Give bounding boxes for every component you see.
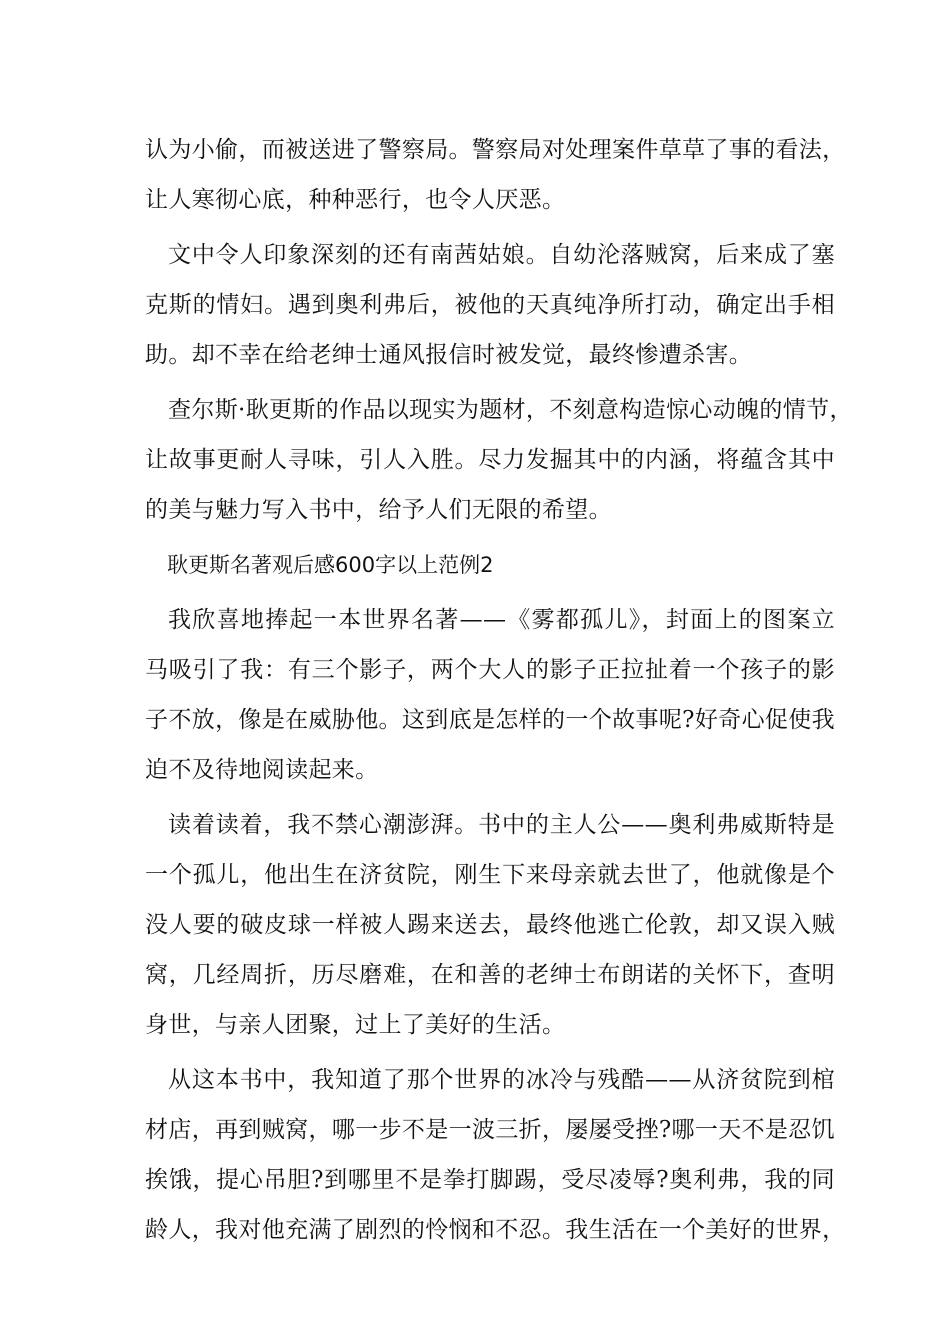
document-body — [145, 125, 853, 1255]
text-line: 马吸引了我：有三个影子，两个大人的影子正拉扯着一个孩子的影 — [145, 657, 835, 683]
text-line: 龄人，我对他充满了剧烈的怜悯和不忍。我生活在一个美好的世界， — [145, 1217, 846, 1243]
paragraph — [145, 125, 846, 225]
text-line: 查尔斯·耿更斯的作品以现实为题材，不刻意构造惊心动魄的情节， — [168, 397, 853, 423]
text-line: 克斯的情妇。遇到奥利弗后，被他的天真纯净所打动，确定出手相 — [145, 292, 835, 318]
heading-text: 耿更斯名著观后感600字以上范例2 — [167, 553, 494, 577]
section-heading — [145, 540, 835, 590]
text-line: 从这本书中，我知道了那个世界的冰冷与残酷——从济贫院到棺 — [168, 1067, 835, 1093]
text-line: 一个孤儿，他出生在济贫院，刚生下来母亲就去世了，他就像是个 — [145, 862, 835, 888]
paragraph — [145, 230, 835, 380]
paragraph — [145, 385, 853, 535]
text-line: 文中令人印象深刻的还有南茜姑娘。自幼沦落贼窝，后来成了塞 — [168, 242, 835, 268]
text-line: 我欣喜地捧起一本世界名著——《雾都孤儿》，封面上的图案立 — [168, 607, 835, 633]
text-line: 迫不及待地阅读起来。 — [145, 757, 379, 783]
text-line: 材店，再到贼窝，哪一步不是一波三折，屡屡受挫?哪一天不是忍饥 — [145, 1117, 835, 1143]
text-line: 让人寒彻心底，种种恶行，也令人厌恶。 — [145, 187, 566, 213]
text-line: 让故事更耐人寻味，引人入胜。尽力发掘其中的内涵，将蕴含其中 — [145, 447, 835, 473]
text-line: 身世，与亲人团聚，过上了美好的生活。 — [145, 1012, 566, 1038]
text-line: 挨饿，提心吊胆?到哪里不是拳打脚踢，受尽凌辱?奥利弗，我的同 — [145, 1167, 835, 1193]
paragraph — [145, 595, 835, 795]
text-line: 读着读着，我不禁心潮澎湃。书中的主人公——奥利弗威斯特是 — [168, 812, 835, 838]
text-line: 认为小偷，而被送进了警察局。警察局对处理案件草草了事的看法， — [145, 137, 846, 163]
text-line: 窝，几经周折，历尽磨难，在和善的老绅士布朗诺的关怀下，查明 — [145, 962, 835, 988]
text-line: 子不放，像是在威胁他。这到底是怎样的一个故事呢?好奇心促使我 — [145, 707, 835, 733]
text-line: 的美与魅力写入书中，给予人们无限的希望。 — [145, 497, 612, 523]
text-line: 助。却不幸在给老绅士通风报信时被发觉，最终惨遭杀害。 — [145, 342, 753, 368]
text-line: 没人要的破皮球一样被人踢来送去，最终他逃亡伦敦，却又误入贼 — [145, 912, 835, 938]
paragraph — [145, 1055, 846, 1255]
paragraph — [145, 800, 835, 1050]
